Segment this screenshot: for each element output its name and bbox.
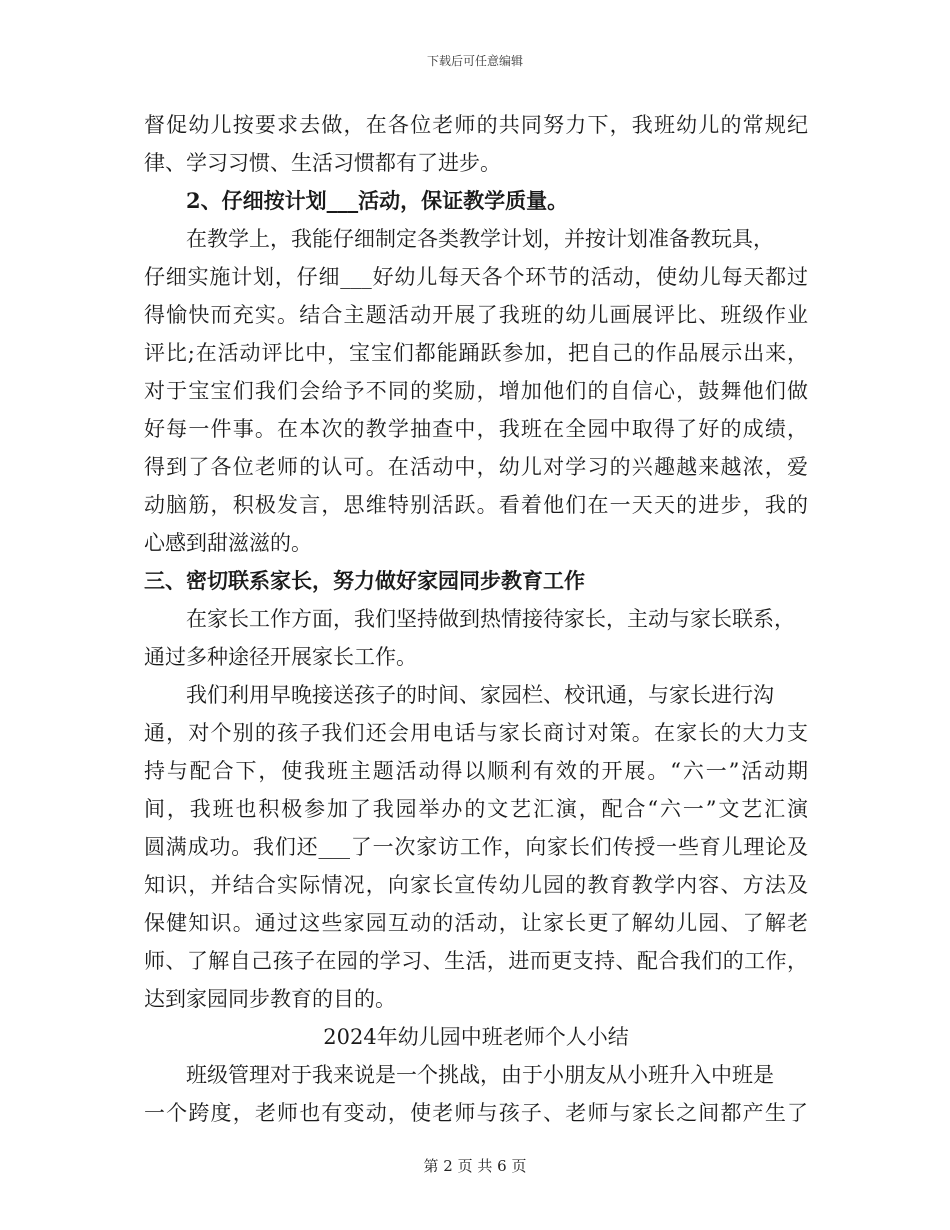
paragraph-line: 心感到甜滋滋的。 bbox=[144, 531, 312, 555]
paragraph-line: 通，对个别的孩子我们还会用电话与家长商讨对策。在家长的大力支 bbox=[144, 721, 808, 745]
document-body bbox=[144, 106, 808, 1132]
page-header: 下载后可任意编辑 bbox=[426, 54, 523, 68]
paragraph-line: 评比;在活动评比中，宝宝们都能踊跃参加，把自己的作品展示出来， bbox=[144, 341, 808, 365]
paragraph-line: 达到家园同步教育的目的。 bbox=[144, 987, 396, 1011]
paragraph-line: 保健知识。通过这些家园互动的活动，让家长更了解幼儿园、了解老 bbox=[144, 911, 808, 935]
paragraph-line: 持与配合下，使我班主题活动得以顺利有效的开展。“六一”活动期 bbox=[144, 759, 808, 783]
paragraph-line: 间，我班也积极参加了我园举办的文艺汇演，配合“六一”文艺汇演 bbox=[144, 797, 808, 821]
paragraph-line: 对于宝宝们我们会给予不同的奖励，增加他们的自信心，鼓舞他们做 bbox=[144, 379, 808, 403]
paragraph-line: 动脑筋，积极发言，思维特别活跃。看着他们在一天天的进步，我的 bbox=[144, 493, 808, 517]
paragraph-line: 师、了解自己孩子在园的学习、生活，进而更支持、配合我们的工作， bbox=[144, 949, 808, 973]
section-heading: 三、密切联系家长，努力做好家园同步教育工作 bbox=[144, 568, 585, 593]
paragraph-line: 在家长工作方面，我们坚持做到热情接待家长，主动与家长联系， bbox=[186, 607, 795, 631]
paragraph-line: 在教学上，我能仔细制定各类教学计划，并按计划准备教玩具， bbox=[186, 227, 774, 251]
paragraph-line: 我们利用早晚接送孩子的时间、家园栏、校讯通，与家长进行沟 bbox=[186, 683, 774, 707]
paragraph-line: 一个跨度，老师也有变动，使老师与孩子、老师与家长之间都产生了 bbox=[144, 1101, 808, 1125]
document-title: 2024年幼儿园中班老师个人小结 bbox=[323, 1025, 629, 1049]
paragraph-line: 得到了各位老师的认可。在活动中，幼儿对学习的兴趣越来越浓，爱 bbox=[144, 455, 808, 479]
paragraph-line: 律、学习习惯、生活习惯都有了进步。 bbox=[144, 151, 501, 175]
paragraph-line: 得愉快而充实。结合主题活动开展了我班的幼儿画展评比、班级作业 bbox=[144, 303, 808, 327]
paragraph-line: 好每一件事。在本次的教学抽查中，我班在全园中取得了好的成绩， bbox=[144, 417, 808, 441]
paragraph-line: 班级管理对于我来说是一个挑战，由于小朋友从小班升入中班是 bbox=[186, 1063, 774, 1087]
paragraph-line: 督促幼儿按要求去做，在各位老师的共同努力下，我班幼儿的常规纪 bbox=[144, 113, 808, 137]
paragraph-line: 仔细实施计划，仔细___好幼儿每天各个环节的活动，使幼儿每天都过 bbox=[144, 265, 808, 289]
paragraph-line: 通过多种途径开展家长工作。 bbox=[144, 645, 417, 669]
paragraph-line: 圆满成功。我们还___了一次家访工作，向家长们传授一些育儿理论及 bbox=[144, 835, 808, 859]
paragraph-line: 知识，并结合实际情况，向家长宣传幼儿园的教育教学内容、方法及 bbox=[144, 873, 808, 897]
page-number: 第 2 页 共 6 页 bbox=[423, 1157, 527, 1175]
section-heading: 2、仔细按计划___活动，保证教学质量。 bbox=[186, 188, 569, 213]
